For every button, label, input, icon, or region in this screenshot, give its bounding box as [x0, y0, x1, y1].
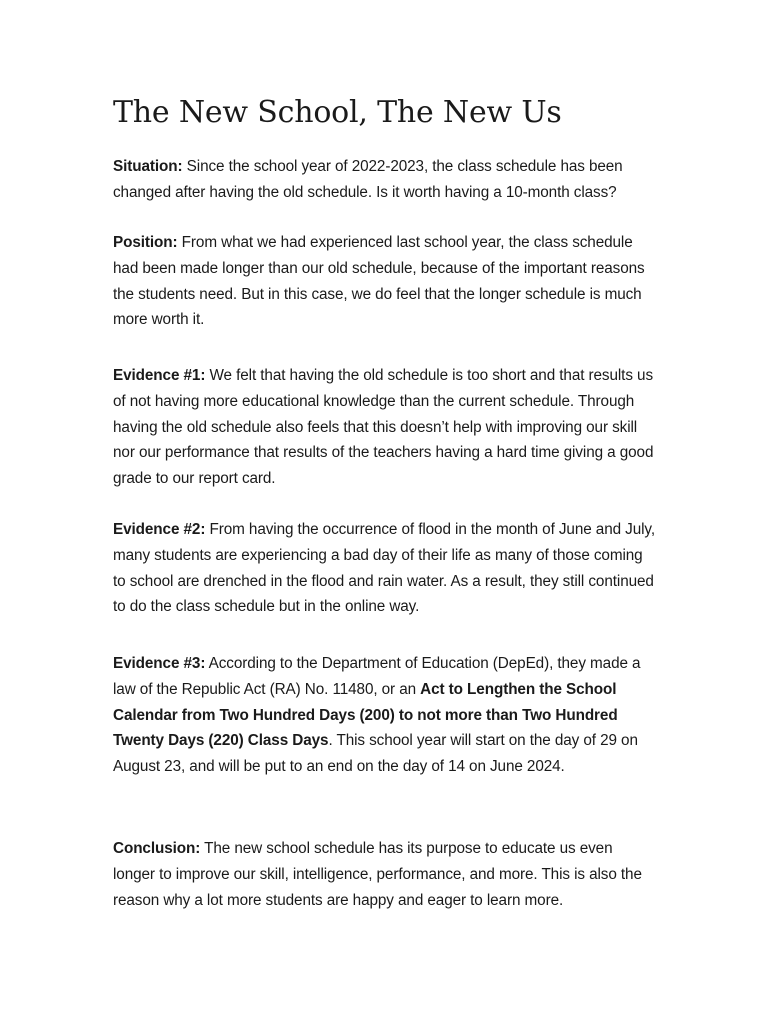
conclusion-paragraph	[113, 836, 658, 913]
position-text: From what we had experienced last school year, the class schedule had been made longer than our old schedule, because of the important reasons the students need. But in this case, we do feel that the longer schedule is much more worth it.	[113, 234, 645, 329]
position-paragraph	[113, 230, 658, 333]
conclusion-label: Conclusion:	[113, 840, 201, 857]
evidence-3-act-title: Act to Lengthen the School Calendar from Two Hundred Days (200) to not more than Two Hundred Twenty Days (220) Class Days	[113, 680, 618, 750]
evidence-3-label: Evidence #3:	[113, 655, 206, 672]
evidence-2-text: From having the occurrence of flood in the month of June and July, many students are experiencing a bad day of their life as many of those coming to school are drenched in the flood and rain water. As a result, they still continued to do the class schedule but in the online way.	[113, 521, 655, 616]
situation-label: Situation:	[113, 158, 183, 175]
situation-text: Since the school year of 2022-2023, the class schedule has been changed after having the old schedule. Is it worth having a 10-month class?	[113, 158, 623, 201]
evidence-3-text-after: . This school year will start on the day of 29 on August 23, and will be put to an end on the day of 14 on June 2024.	[113, 732, 638, 776]
evidence-1-label: Evidence #1:	[113, 367, 206, 384]
evidence-2-label: Evidence #2:	[113, 521, 206, 538]
position-label: Position:	[113, 234, 178, 251]
evidence-3-paragraph	[113, 651, 658, 780]
situation-paragraph	[113, 154, 658, 206]
evidence-2-paragraph	[113, 517, 658, 620]
evidence-1-paragraph	[113, 363, 658, 492]
evidence-3-text-before: According to the Department of Education (DepEd), they made a law of the Republic Act (RA) No. 11480, or an	[113, 655, 641, 698]
conclusion-text: The new school schedule has its purpose to educate us even longer to improve our skill, intelligence, performance, and more. This is also the reason why a lot more students are happy and eager to learn more.	[113, 840, 642, 909]
document-title: The New School, The New Us	[113, 95, 562, 130]
evidence-1-text: We felt that having the old schedule is too short and that results us of not having more educational knowledge than the current schedule. Through having the old schedule also feels that this doesn’t help with improving our skill nor our performance that results of the teachers having a hard time giving a good grade to our report card.	[113, 367, 654, 488]
